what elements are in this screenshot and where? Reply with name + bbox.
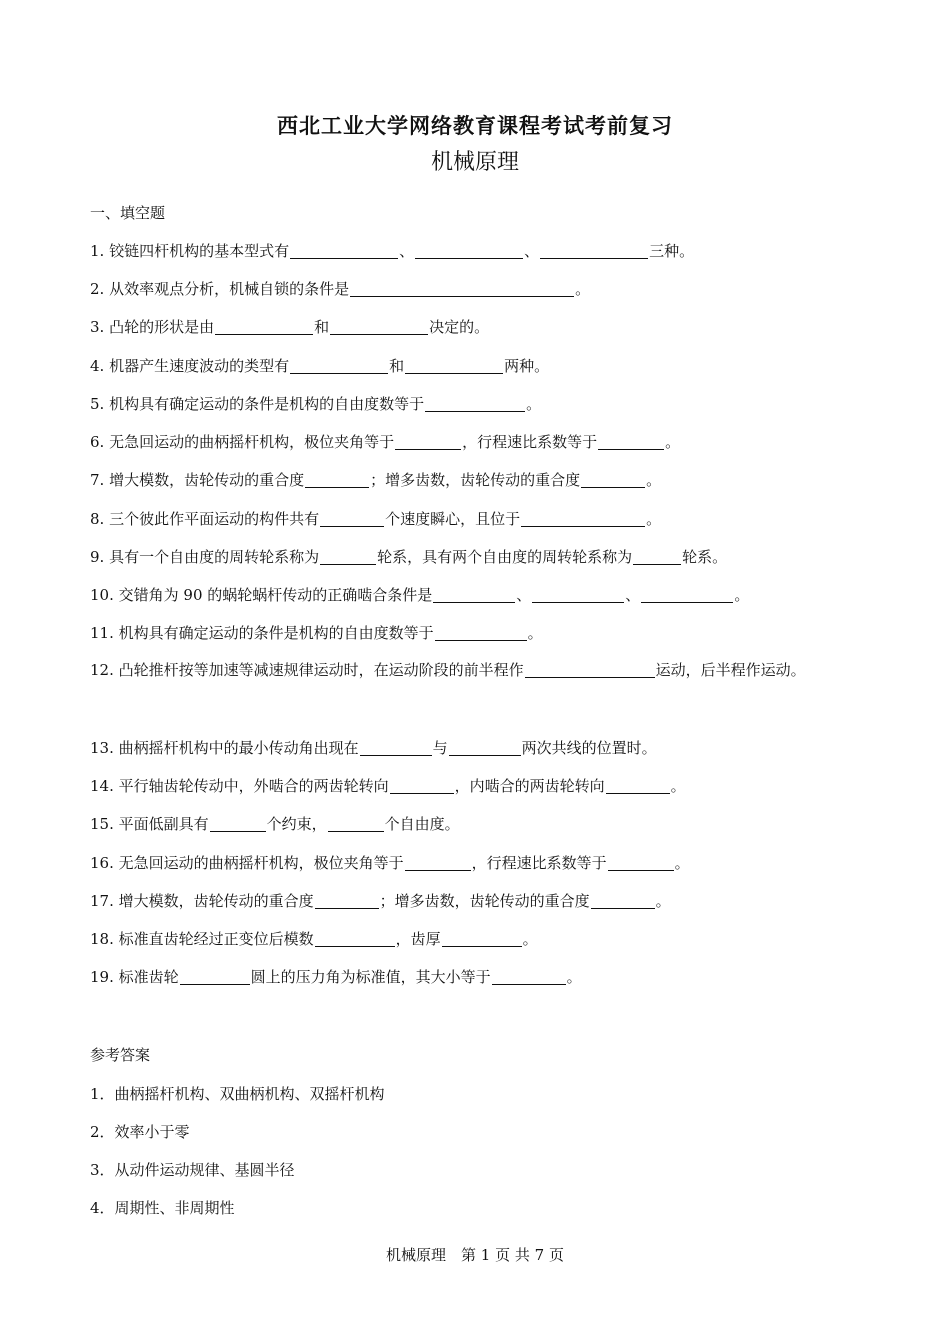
question-5: 5. 机构具有确定运动的条件是机构的自由度数等于 。 (90, 395, 542, 413)
answer-blank[interactable] (633, 548, 681, 565)
answer-blank[interactable] (581, 471, 645, 488)
answer-blank[interactable] (425, 395, 525, 412)
answers-heading: 参考答案 (90, 1046, 151, 1064)
answer-4: 4．周期性、非周期性 (90, 1199, 235, 1217)
answer-blank[interactable] (532, 586, 624, 603)
question-3: 3. 凸轮的形状是由 和 决定的。 (90, 318, 490, 336)
answer-1: 1．曲柄摇杆机构、双曲柄机构、双摇杆机构 (90, 1085, 385, 1103)
answer-blank[interactable] (608, 854, 674, 871)
answer-blank[interactable] (405, 357, 503, 374)
answer-blank[interactable] (350, 280, 574, 297)
answer-blank[interactable] (215, 318, 313, 335)
page-title: 西北工业大学网络教育课程考试考前复习 (277, 114, 673, 138)
answer-blank[interactable] (449, 739, 521, 756)
question-8: 8. 三个彼此作平面运动的构件共有 个速度瞬心，且位于 。 (90, 510, 662, 528)
question-11: 11. 机构具有确定运动的条件是机构的自由度数等于 。 (90, 624, 543, 642)
question-13: 13. 曲柄摇杆机构中的最小传动角出现在 与 两次共线的位置时。 (90, 739, 657, 757)
answer-2: 2．效率小于零 (90, 1123, 190, 1141)
answer-blank[interactable] (525, 661, 655, 678)
question-9: 9. 具有一个自由度的周转轮系称为 轮系，具有两个自由度的周转轮系称为 轮系。 (90, 548, 728, 566)
question-4: 4. 机器产生速度波动的类型有 和 两种。 (90, 357, 550, 375)
answer-blank[interactable] (360, 739, 432, 756)
question-12: 12. 凸轮推杆按等加速等减速规律运动时，在运动阶段的前半程作 运动，后半程作运动。 (90, 661, 806, 679)
answer-blank[interactable] (540, 242, 648, 259)
answer-blank[interactable] (435, 624, 527, 641)
question-19: 19. 标准齿轮 圆上的压力角为标准值，其大小等于 。 (90, 968, 582, 986)
answer-blank[interactable] (315, 892, 379, 909)
answer-blank[interactable] (390, 777, 454, 794)
answer-blank[interactable] (492, 968, 566, 985)
answer-blank[interactable] (320, 510, 384, 527)
answer-blank[interactable] (433, 586, 515, 603)
answer-blank[interactable] (591, 892, 655, 909)
question-16: 16. 无急回运动的曲柄摇杆机构，极位夹角等于 ，行程速比系数等于 。 (90, 854, 690, 872)
question-14: 14. 平行轴齿轮传动中，外啮合的两齿轮转向 ，内啮合的两齿轮转向 。 (90, 777, 686, 795)
answer-blank[interactable] (641, 586, 733, 603)
question-15: 15. 平面低副具有 个约束， 个自由度。 (90, 815, 460, 833)
answer-blank[interactable] (405, 854, 471, 871)
answer-blank[interactable] (328, 815, 384, 832)
answer-blank[interactable] (598, 433, 664, 450)
question-2: 2. 从效率观点分析，机械自锁的条件是 。 (90, 280, 591, 298)
answer-blank[interactable] (290, 242, 398, 259)
answer-3: 3．从动件运动规律、基圆半径 (90, 1161, 295, 1179)
question-17: 17. 增大模数，齿轮传动的重合度 ；增多齿数，齿轮传动的重合度 。 (90, 892, 671, 910)
answer-blank[interactable] (305, 471, 369, 488)
course-title: 机械原理 (430, 150, 519, 175)
question-18: 18. 标准直齿轮经过正变位后模数 ，齿厚 。 (90, 930, 538, 948)
question-1: 1. 铰链四杆机构的基本型式有 、 、 三种。 (90, 242, 695, 260)
question-10: 10. 交错角为 90 的蜗轮蜗杆传动的正确啮合条件是 、 、 。 (90, 586, 750, 604)
answer-blank[interactable] (320, 548, 376, 565)
answer-blank[interactable] (330, 318, 428, 335)
answer-blank[interactable] (315, 930, 395, 947)
answer-blank[interactable] (395, 433, 461, 450)
section-heading-fill-blanks: 一、填空题 (90, 204, 166, 222)
answer-blank[interactable] (415, 242, 523, 259)
page-footer: 机械原理 第 1 页 共 7 页 (386, 1246, 564, 1264)
answer-blank[interactable] (290, 357, 388, 374)
question-6: 6. 无急回运动的曲柄摇杆机构，极位夹角等于 ，行程速比系数等于 。 (90, 433, 681, 451)
answer-blank[interactable] (210, 815, 266, 832)
answer-blank[interactable] (180, 968, 250, 985)
answer-blank[interactable] (442, 930, 522, 947)
answer-blank[interactable] (521, 510, 645, 527)
question-7: 7. 增大模数，齿轮传动的重合度 ；增多齿数，齿轮传动的重合度 。 (90, 471, 662, 489)
answer-blank[interactable] (606, 777, 670, 794)
